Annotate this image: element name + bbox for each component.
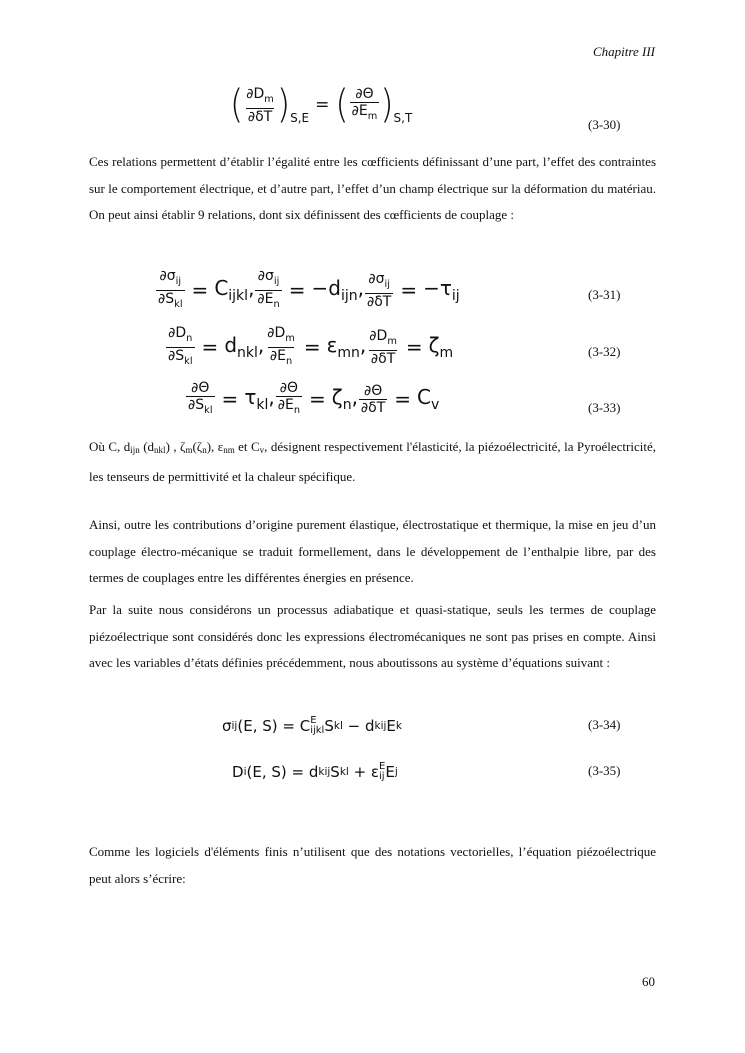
equation-3-32: $\frac{\partial D_n}{\partial S_{kl}}$ = $d_{nkl}$, $\frac{\partial D_m}{\partial E_n}$ = $\varepsilon_{mn}$, $\frac{\partial D_m}{\partial\delta T}$ = $\zeta_m$ [165,325,453,370]
paragraph-relations: Ces relations permettent d’établir l’égalité entre les cœfficients définissant d’une part, l’effet des contraintes sur le comportement électrique, et d’autre part, l’effet d’un champ électrique sur la déformation du matériau. On peut ainsi établir 9 relations, dont six définissent des cœfficients de couplage : [89,154,656,222]
chapter-header: Chapitre III [593,44,655,59]
page-number: 60 [642,974,655,989]
equation-number-3-30: (3-30) [588,117,621,132]
paragraph-symbols-text: désignent respectivement l'élasticité, la piézoélectricité, la Pyroélectricité, les tenseurs de permittivité et la chaleur spécifique. [89,439,656,484]
equation-3-34: σ ij (E, S) = C E ijkl S kl − d kij E k [222,715,402,736]
equation-3-31: $\frac{\partial\sigma_{ij}}{\partial S_{kl}}$ = $C_{ijkl}$, $\frac{\partial\sigma_{ij}}{\partial E_n}$ = $-d_{ijn}$, $\frac{\partial\sigma_{ij}}{\partial\delta T}$ = $-\tau_{ij}$ [155,268,460,313]
equation-3-33: $\frac{\partial\Theta}{\partial S_{kl}}$ = $\tau_{kl}$, $\frac{\partial\Theta}{\partial E_n}$ = $\zeta_n$, $\frac{\partial\Theta}{\partial\delta T}$ = $C_v$ [185,380,439,419]
equation-number-3-33: (3-33) [588,400,621,415]
equation-number-3-31: (3-31) [588,287,621,302]
equation-number-3-35: (3-35) [588,763,621,778]
equation-3-30: ( $\frac{\partial D_m}{\partial\delta T}$ ) S,E = ( $\frac{\partial\Theta}{\partial E_m}$ ) S,T [230,82,413,129]
equation-number-3-34: (3-34) [588,717,621,732]
paragraph-couplage: Ainsi, outre les contributions d’origine purement élastique, électrostatique et thermique, la mise en jeu d’un couplage électro-mécanique se traduit formellement, dans le développement de l’enthalpie libre, par des termes de couplages entre les différentes énergies en présence. [89,517,656,585]
paragraph-symbols: Où C, dijn (dnkl) , ζm(ζn), εnm et Cv, désignent respectivement l'élasticité, la piézoélectricité, la Pyroélectricité, les tenseurs de permittivité et la chaleur spécifique. [89,439,656,484]
equation-number-3-32: (3-32) [588,344,621,359]
paragraph-elements-finis: Comme les logiciels d'éléments finis n’utilisent que des notations vectorielles, l’équation piézoélectrique peut alors s’écrire: [89,844,656,886]
equation-3-35: D i (E, S) = d kij S kl + ε E ij E j [232,761,398,782]
paragraph-adiabatique: Par la suite nous considérons un processus adiabatique et quasi-statique, seuls les termes de couplage piézoélectrique sont considérés donc les expressions électromécaniques ne sont pas prises en compte. Ainsi avec les variables d’états définies précédemment, nous aboutissons au système d’équations suivant : [89,602,656,670]
